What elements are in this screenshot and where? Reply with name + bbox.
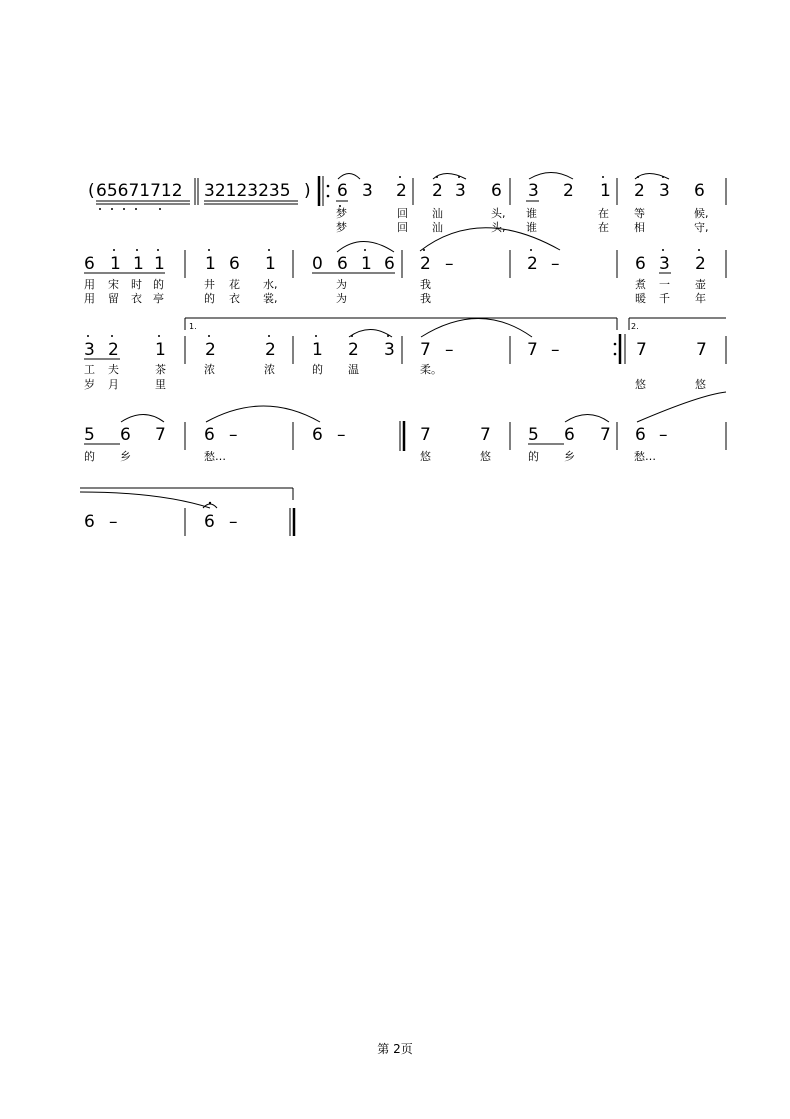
lyric: 工 bbox=[84, 363, 95, 376]
lyric: 我 bbox=[420, 278, 431, 291]
slur bbox=[635, 174, 669, 180]
note: – bbox=[551, 254, 560, 274]
lyric: 的 bbox=[204, 292, 215, 305]
lyric: 温 bbox=[348, 363, 359, 376]
slur bbox=[529, 173, 573, 180]
note: 7 bbox=[600, 425, 611, 445]
lyric: 愁… bbox=[634, 450, 656, 463]
lyric: 回 bbox=[397, 207, 408, 220]
lyric: 悠 bbox=[695, 378, 706, 391]
tie bbox=[420, 228, 560, 251]
lyric: 为 bbox=[336, 278, 347, 291]
note: 6 bbox=[312, 425, 323, 445]
lyric: 水, bbox=[263, 278, 278, 291]
note: 2 bbox=[432, 181, 443, 201]
lyric: 花 bbox=[229, 278, 240, 291]
note: 6 bbox=[694, 181, 705, 201]
lyric: 悠 bbox=[420, 450, 431, 463]
lyric: 我 bbox=[420, 292, 431, 305]
slur bbox=[565, 415, 609, 423]
note: 1 bbox=[361, 254, 372, 274]
page-number: 第 2页 bbox=[377, 1042, 413, 1056]
note: 6 bbox=[337, 181, 348, 201]
lyric: 在 bbox=[598, 221, 609, 234]
lyric: 一 bbox=[659, 278, 670, 291]
lyric: 的 bbox=[153, 278, 164, 291]
note: 3 bbox=[84, 340, 95, 360]
lyric: 谁 bbox=[526, 207, 537, 220]
lyric: 里 bbox=[155, 378, 166, 391]
lyric: 梦 bbox=[336, 221, 347, 234]
lyric: 衣 bbox=[131, 292, 142, 305]
note: 5 bbox=[84, 425, 95, 445]
note: 1 bbox=[600, 181, 611, 201]
lyric: 月 bbox=[108, 378, 119, 391]
lyric: 悠 bbox=[480, 450, 491, 463]
lyric: 用 bbox=[84, 278, 95, 291]
slur bbox=[121, 415, 164, 423]
note: 1 bbox=[205, 254, 216, 274]
lyric: 的 bbox=[84, 450, 95, 463]
note: 65671712 bbox=[96, 181, 183, 201]
note: 2 bbox=[396, 181, 407, 201]
note: 6 bbox=[204, 425, 215, 445]
volta-label: 2. bbox=[631, 322, 639, 331]
note: 6 bbox=[120, 425, 131, 445]
slur bbox=[433, 174, 466, 180]
note: – bbox=[229, 425, 238, 445]
lyric: 煮 bbox=[635, 278, 646, 291]
lyric: 宋 bbox=[108, 278, 119, 291]
lyric: 浓 bbox=[204, 363, 215, 376]
lyric: 等 bbox=[634, 207, 645, 220]
lyric: 井 bbox=[204, 278, 215, 291]
note: 1 bbox=[133, 254, 144, 274]
note: 3 bbox=[455, 181, 466, 201]
tie bbox=[637, 392, 726, 422]
lyric: 裳, bbox=[263, 292, 278, 305]
note: ) bbox=[304, 181, 311, 201]
slur bbox=[338, 174, 360, 180]
note: 6 bbox=[635, 254, 646, 274]
tie bbox=[206, 406, 320, 422]
lyric: 暖 bbox=[635, 292, 646, 305]
tie bbox=[421, 319, 532, 338]
lyric: 愁… bbox=[204, 450, 226, 463]
lyric: 用 bbox=[84, 292, 95, 305]
note: 6 bbox=[337, 254, 348, 274]
lyric: 头, bbox=[491, 221, 506, 234]
lyric: 年 bbox=[695, 292, 706, 305]
note: 6 bbox=[229, 254, 240, 274]
note: 7 bbox=[480, 425, 491, 445]
lyric: 岁 bbox=[84, 378, 95, 391]
lyric: 亭 bbox=[153, 292, 164, 305]
note: – bbox=[337, 425, 346, 445]
volta-label: 1. bbox=[189, 322, 197, 331]
note: – bbox=[659, 425, 668, 445]
note: 2 bbox=[563, 181, 574, 201]
note: 2 bbox=[634, 181, 645, 201]
note: – bbox=[109, 512, 118, 532]
note: – bbox=[445, 340, 454, 360]
note: 3 bbox=[362, 181, 373, 201]
fermata bbox=[203, 504, 217, 508]
note: 6 bbox=[635, 425, 646, 445]
note: 1 bbox=[265, 254, 276, 274]
lyric: 乡 bbox=[120, 450, 131, 463]
lyric: 衣 bbox=[229, 292, 240, 305]
lyric: 的 bbox=[312, 363, 323, 376]
lyric: 在 bbox=[598, 207, 609, 220]
note: 1 bbox=[155, 340, 166, 360]
note: – bbox=[551, 340, 560, 360]
note: 6 bbox=[204, 512, 215, 532]
note: – bbox=[445, 254, 454, 274]
note: 2 bbox=[348, 340, 359, 360]
note: ( bbox=[88, 181, 95, 201]
lyric: 茶 bbox=[155, 363, 166, 376]
note: 2 bbox=[527, 254, 538, 274]
note: 7 bbox=[155, 425, 166, 445]
lyric: 夫 bbox=[108, 363, 119, 376]
lyric: 的 bbox=[528, 450, 539, 463]
note: 7 bbox=[696, 340, 707, 360]
note: – bbox=[229, 512, 238, 532]
note: 7 bbox=[420, 425, 431, 445]
note: 3 bbox=[384, 340, 395, 360]
note: 6 bbox=[84, 512, 95, 532]
lyric: 留 bbox=[108, 292, 119, 305]
tie bbox=[80, 492, 210, 508]
note: 32123235 bbox=[204, 181, 291, 201]
lyric: 柔。 bbox=[420, 363, 442, 376]
note: 2 bbox=[205, 340, 216, 360]
lyric: 汕 bbox=[432, 221, 443, 234]
note: 1 bbox=[154, 254, 165, 274]
note: 3 bbox=[528, 181, 539, 201]
note: 6 bbox=[564, 425, 575, 445]
slur bbox=[349, 330, 392, 338]
note: 7 bbox=[636, 340, 647, 360]
lyric: 乡 bbox=[564, 450, 575, 463]
lyric: 汕 bbox=[432, 207, 443, 220]
note: 1 bbox=[312, 340, 323, 360]
lyric: 候, bbox=[694, 207, 709, 220]
lyric: 回 bbox=[397, 221, 408, 234]
note: 3 bbox=[659, 254, 670, 274]
lyric: 为 bbox=[336, 292, 347, 305]
note: 6 bbox=[491, 181, 502, 201]
note: 7 bbox=[527, 340, 538, 360]
note: 6 bbox=[84, 254, 95, 274]
lyric: 浓 bbox=[264, 363, 275, 376]
lyric: 头, bbox=[491, 207, 506, 220]
note: 2 bbox=[420, 254, 431, 274]
note: 2 bbox=[695, 254, 706, 274]
note: 0 bbox=[312, 254, 323, 274]
lyric: 悠 bbox=[635, 378, 646, 391]
note: 5 bbox=[528, 425, 539, 445]
note: 2 bbox=[108, 340, 119, 360]
lyric: 相 bbox=[634, 221, 645, 234]
note: 3 bbox=[659, 181, 670, 201]
lyric: 时 bbox=[131, 278, 142, 291]
note: 7 bbox=[420, 340, 431, 360]
note: 1 bbox=[110, 254, 121, 274]
note: 2 bbox=[265, 340, 276, 360]
lyric: 梦 bbox=[336, 207, 347, 220]
lyric: 千 bbox=[659, 292, 670, 305]
lyric: 谁 bbox=[526, 221, 537, 234]
note: 6 bbox=[384, 254, 395, 274]
lyric: 守, bbox=[694, 221, 709, 234]
lyric: 壶 bbox=[695, 278, 706, 291]
